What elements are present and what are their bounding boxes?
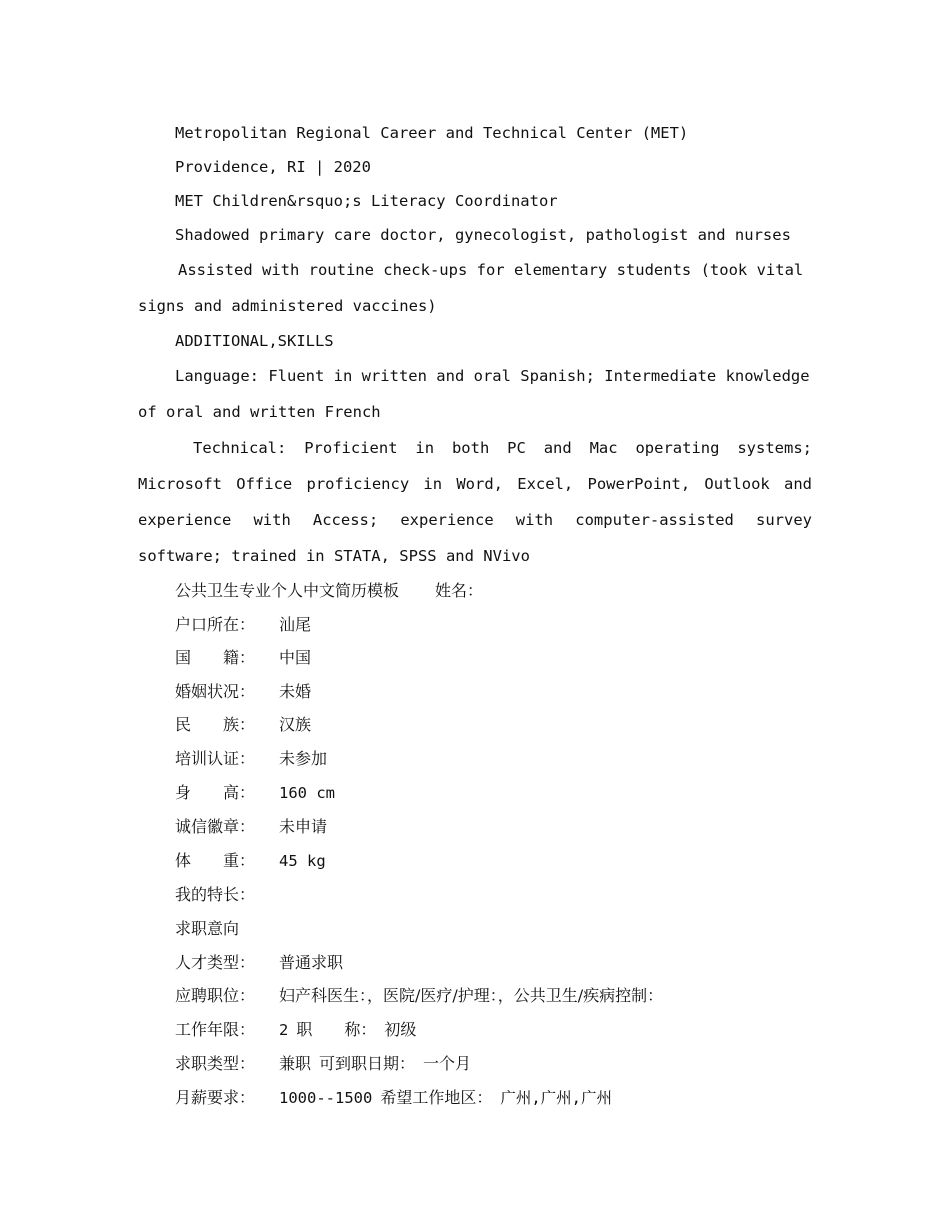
- cn-height-value: 160 cm: [279, 783, 335, 802]
- cn-title-label: 职 称：: [296, 1019, 377, 1039]
- cn-talent-type-row: [138, 946, 812, 980]
- language-skill-paragraph: Language: Fluent in written and oral Spanish; Intermediate knowledge of oral and written French: [138, 367, 810, 421]
- cn-ethnicity-value: 汉族: [279, 715, 312, 735]
- cn-training-value: 未参加: [279, 748, 328, 768]
- cn-available-value: 一个月: [423, 1054, 472, 1074]
- cn-ethnicity-row: [138, 708, 812, 742]
- role-line: MET Children&rsquo;s Literacy Coordinator: [175, 192, 558, 210]
- cn-location-label: 希望工作地区：: [380, 1087, 493, 1107]
- cn-talent-type-value: 普通求职: [279, 952, 344, 972]
- cn-height-row: [138, 776, 812, 811]
- cn-title-value: 初级: [384, 1019, 417, 1039]
- cn-specialty-row: [138, 878, 812, 912]
- cn-available-label: 可到职日期：: [319, 1054, 416, 1074]
- cn-position-label: 应聘职位：: [175, 986, 256, 1006]
- cn-marital-label: 婚姻状况：: [175, 681, 256, 701]
- cn-training-label: 培训认证：: [175, 748, 256, 768]
- duty-line-1: Shadowed primary care doctor, gynecologist, pathologist and nurses: [175, 226, 791, 244]
- cn-job-type-value: 兼职: [279, 1054, 312, 1074]
- cn-credit-row: [138, 810, 812, 844]
- cn-template-title: 公共卫生专业个人中文简历模板: [175, 581, 400, 600]
- cn-ethnicity-label: 民 族：: [175, 715, 256, 735]
- cn-name-label: 姓名：: [435, 581, 484, 600]
- cn-credit-value: 未申请: [279, 817, 328, 837]
- cn-location-value: 广州,广州,广州: [500, 1088, 613, 1107]
- cn-hukou-value: 汕尾: [279, 614, 312, 634]
- cn-template-title-row: [138, 574, 812, 608]
- cn-weight-label: 体 重：: [175, 850, 256, 870]
- duty-line-2: Assisted with routine check-ups for elementary students (took vital signs and administered vaccines): [138, 261, 804, 315]
- cn-years-value: 2: [279, 1020, 289, 1039]
- cn-years-label: 工作年限：: [175, 1019, 256, 1039]
- cn-nationality-row: [138, 641, 812, 675]
- skills-heading: ADDITIONAL,SKILLS: [175, 332, 334, 350]
- cn-job-type-label: 求职类型：: [175, 1054, 256, 1074]
- cn-nationality-value: 中国: [279, 648, 312, 668]
- cn-salary-value: 1000--1500: [279, 1088, 373, 1107]
- cn-position-row: [138, 979, 812, 1013]
- cn-years-row: [138, 1013, 812, 1048]
- cn-weight-value: 45 kg: [279, 851, 326, 870]
- cn-intent-heading: 求职意向: [175, 918, 240, 938]
- technical-skill-paragraph: Technical: Proficient in both PC and Mac operating systems; Microsoft Office proficiency in Word, Excel, PowerPoint, Outlook and experience with Access; experience with computer-assisted survey software; trained in STATA, SPSS and NVivo: [138, 439, 812, 565]
- cn-job-type-row: [138, 1047, 812, 1081]
- institution-line: Metropolitan Regional Career and Technical Center (MET): [175, 124, 689, 142]
- cn-marital-row: [138, 675, 812, 709]
- cn-salary-label: 月薪要求：: [175, 1087, 256, 1107]
- cn-hukou-label: 户口所在：: [175, 614, 256, 634]
- resume-content: [138, 116, 812, 1116]
- cn-specialty-label: 我的特长：: [175, 885, 256, 905]
- cn-talent-type-label: 人才类型：: [175, 952, 256, 972]
- cn-height-label: 身 高：: [175, 782, 256, 802]
- cn-nationality-label: 国 籍：: [175, 648, 256, 668]
- cn-credit-label: 诚信徽章：: [175, 817, 256, 837]
- cn-position-value: 妇产科医生：，医院/医疗/护理：，公共卫生/疾病控制：: [279, 986, 664, 1006]
- cn-hukou-row: [138, 608, 812, 642]
- cn-salary-row: [138, 1081, 812, 1116]
- cn-training-row: [138, 742, 812, 776]
- location-year-line: Providence, RI | 2020: [175, 158, 371, 176]
- cn-weight-row: [138, 844, 812, 879]
- cn-marital-value: 未婚: [279, 681, 312, 701]
